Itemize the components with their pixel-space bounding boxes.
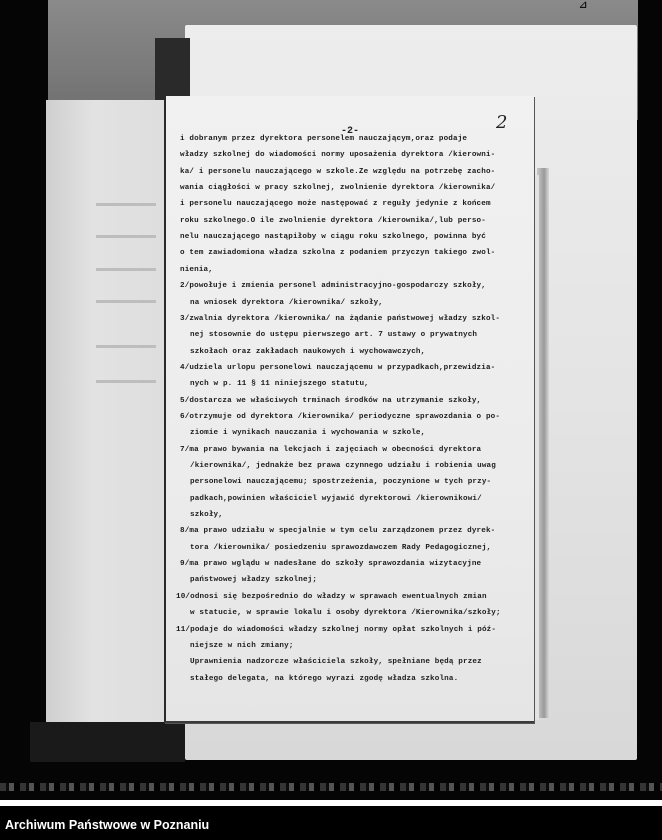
faded-text-line bbox=[96, 235, 156, 238]
archive-name: Archiwum Państwowe w Poznaniu bbox=[5, 818, 210, 832]
text-line: niejsze w nich zmiany; bbox=[190, 641, 294, 650]
text-line: nelu nauczającego nastąpiłoby w ciągu roku szkolnego, powinna być bbox=[180, 233, 486, 242]
document-page bbox=[164, 96, 534, 723]
text-line: państwowej władzy szkolnej; bbox=[190, 576, 318, 585]
faded-text-line bbox=[96, 380, 156, 383]
text-line: 8/ma prawo udziału w specjalnie w tym celu zarządzonem przez dyrek- bbox=[180, 527, 496, 536]
text-line: w statucie, w sprawie lokalu i osoby dyrektora /Kierownika/szkoły; bbox=[190, 609, 501, 618]
text-line: 4/udziela urlopu personelowi nauczającemu w przypadkach,przewidzia- bbox=[180, 363, 496, 372]
archive-footer bbox=[0, 806, 662, 840]
text-line: /kierownika/, jednakże bez prawa czynnego udziału i robienia uwag bbox=[190, 462, 496, 470]
faded-text-line bbox=[96, 203, 156, 206]
text-line: 9/ma prawo wglądu w nadesłane do szkoły sprawozdania wizytacyjne bbox=[180, 560, 482, 569]
text-line: 3/zwalnia dyrektora /kierownika/ na żądanie państwowej władzy szkol- bbox=[180, 314, 501, 323]
text-line: roku szkolnego.O ile zwolnienie dyrektora /kierownika/,lub perso- bbox=[180, 216, 486, 225]
faded-text-line bbox=[96, 345, 156, 348]
text-line: 10/odnosi się bezpośrednio do władzy w sprawach ewentualnych zmian bbox=[176, 592, 487, 601]
text-line: ka/ i personelu nauczającego w szkole.Ze względu na potrzebę zacho- bbox=[180, 167, 496, 176]
corner-mark: ⊿ bbox=[579, 0, 588, 11]
text-line: na wniosek dyrektora /kierownika/ szkoły, bbox=[190, 298, 383, 307]
text-line: 5/dostarcza we właściwych trminach środków na utrzymanie szkoły, bbox=[180, 396, 482, 405]
text-line: stałego delegata, na którego wyrazi zgodę władza szkolna. bbox=[190, 674, 459, 683]
page-number: -2- bbox=[340, 126, 359, 137]
text-line: władzy szkolnej do wiadomości normy uposażenia dyrektora /kierowni- bbox=[180, 151, 496, 160]
left-adjacent-sheet bbox=[46, 100, 164, 722]
text-line: i dobranym przez dyrektora personelem nauczającym,oraz podaje bbox=[180, 135, 468, 143]
text-line: ziomie i wynikach nauczania i wychowania w szkole, bbox=[190, 429, 426, 438]
text-line: tora /kierownika/ posiedzeniu sprawozdawczem Rady Pedagogicznej, bbox=[190, 543, 492, 552]
text-line: personelowi nauczającemu; spostrzeżenia, poczynione w tych przy- bbox=[190, 478, 492, 487]
text-line: 7/ma prawo bywania na lekcjach i zajęciach w obecności dyrektora bbox=[180, 445, 482, 454]
text-line: 6/otrzymuje od dyrektora /kierownika/ periodyczne sprawozdania o po- bbox=[180, 412, 501, 421]
text-line: 2/powołuje i zmienia personel administracyjno-gospodarczy szkoły, bbox=[180, 282, 486, 291]
scan-shadow bbox=[30, 722, 185, 762]
text-line: Uprawnienia nadzorcze właściciela szkoły, spełniane będą przez bbox=[190, 658, 482, 667]
text-line: i personelu nauczającego może następować z reguły jedynie z końcem bbox=[180, 200, 491, 209]
text-line: padkach,powinien właściciel wyjawić dyrektorowi /kierownikowi/ bbox=[190, 494, 482, 503]
film-edge-strip bbox=[0, 783, 662, 791]
text-line: nienia, bbox=[180, 265, 213, 274]
text-line: szkołach oraz zakładach naukowych i wychowawczych, bbox=[190, 347, 426, 356]
text-line: o tem zawiadomiona władza szkolna z podaniem przyczyn takiego zwol- bbox=[180, 249, 496, 258]
handwritten-page-number: 2 bbox=[496, 112, 508, 133]
text-line: szkoły, bbox=[190, 511, 223, 520]
faded-text-line bbox=[96, 300, 156, 303]
text-line: nej stosownie do ustępu pierwszego art. 7 ustawy o prywatnych bbox=[190, 331, 478, 340]
text-line: wania ciągłości w pracy szkolnej, zwolnienie dyrektora /kierownika/ bbox=[180, 184, 496, 193]
text-line: nych w p. 11 § 11 niniejszego statutu, bbox=[190, 380, 369, 389]
text-line: 11/podaje do wiadomości władzy szkolnej normy opłat szkolnych i póź- bbox=[176, 625, 497, 634]
faded-text-line bbox=[96, 268, 156, 271]
